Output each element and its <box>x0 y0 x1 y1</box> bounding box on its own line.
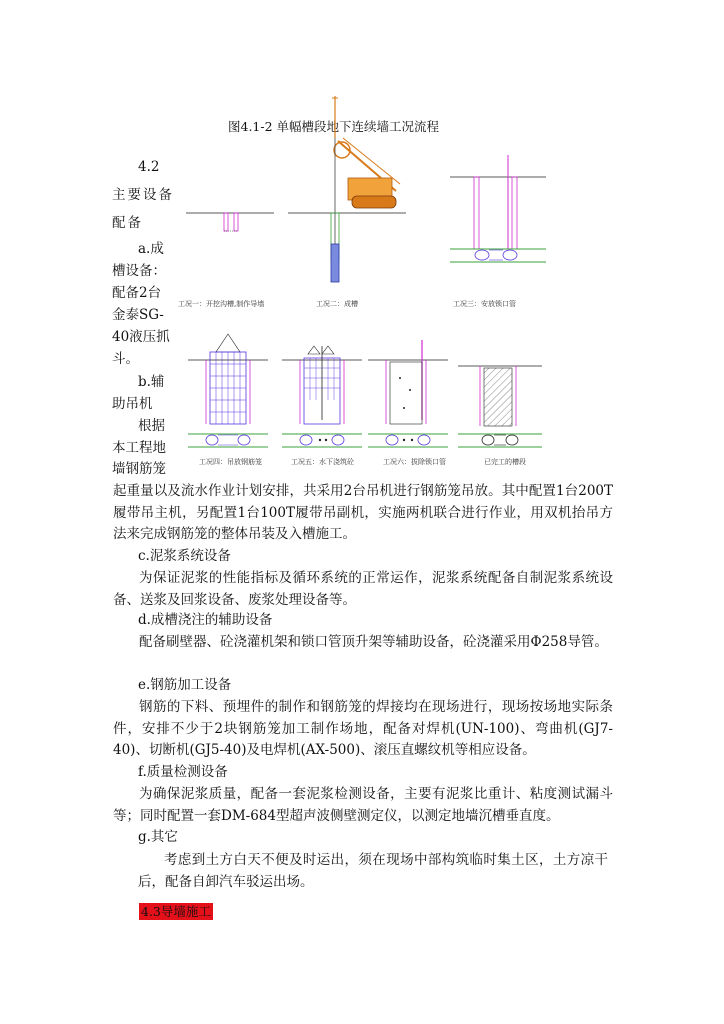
item-e-text: 钢筋的下料、预埋件的制作和钢筋笼的焊接均在现场进行，现场按场地实际条件，安排不少于2块钢筋笼加工制作场地，配备对焊机(UN-100)、弯曲机(GJ7-40)、切断机(GJ5-40)及电焊机(AX-500)、滚压直螺纹机等相应设备。 <box>113 699 613 758</box>
figure-diagram-step2 <box>288 96 408 294</box>
figure-label-step6: 工况六：拔除锁口管 <box>383 458 446 466</box>
figure-diagram-step7 <box>456 330 544 454</box>
figure-diagram-step5 <box>280 330 364 454</box>
item-b-line: 本工程地 <box>112 440 166 456</box>
item-c-heading: c.泥浆系统设备 <box>138 548 231 564</box>
figure-label-step7: 已完工的槽段 <box>484 458 526 466</box>
section-title-line2: 配备 <box>112 215 143 231</box>
figure-label-step2: 工况二：成槽 <box>316 300 358 308</box>
item-d-heading: d.成槽浇注的辅助设备 <box>138 612 273 628</box>
figure-label-step5: 工况五：水下浇筑砼 <box>291 458 354 466</box>
item-a-line: 配备2台 <box>112 285 162 301</box>
item-b-label: b.辅 <box>138 374 165 390</box>
figure-caption: 图4.1-2 单幅槽段地下连续墙工况流程 <box>228 119 440 134</box>
item-a-line: 斗。 <box>112 351 139 367</box>
figure-label-step4: 工况四：吊放钢筋笼 <box>199 458 262 466</box>
item-c-text: 为保证泥浆的性能指标及循环系统的正常运作，泥浆系统配备自制泥浆系统设备、送浆及回浆设备、废浆处理设备等。 <box>113 570 613 608</box>
next-section-heading: 4.3导墙施工 <box>141 904 211 919</box>
item-a-line: 槽设备： <box>112 263 166 279</box>
item-a-line: 金泰SG- <box>112 307 164 323</box>
item-d-text: 配备刷壁器、砼浇灌机架和锁口管顶升架等辅助设备，砼浇灌采用Φ258导管。 <box>139 634 608 650</box>
item-e-heading: e.钢筋加工设备 <box>138 677 232 693</box>
item-b-text: 起重量以及流水作业计划安排，共采用2台吊机进行钢筋笼吊放。其中配置1台200T履带吊主机，另配置1台100T履带吊副机，实施两机联合进行作业，用双机抬吊方法来完成钢筋笼的整体吊装及入槽施工。 <box>113 483 613 542</box>
item-g-text: 考虑到土方白天不便及时运出，须在现场中部构筑临时集土区，土方凉干后，配备自卸汽车驳运出场。 <box>138 852 608 890</box>
figure-diagram-step3 <box>448 150 548 266</box>
item-a-line: 40液压抓 <box>112 329 170 345</box>
figure-label-step1: 工况一：开挖沟槽,制作导墙 <box>178 300 265 308</box>
item-f-heading: f.质量检测设备 <box>138 764 228 780</box>
item-b-line: 助吊机 <box>112 396 153 412</box>
section-title-line1: 主要设备 <box>112 187 174 203</box>
figure-diagram-step4 <box>186 330 270 454</box>
item-g-heading: g.其它 <box>138 829 178 845</box>
item-b-line: 墙钢筋笼 <box>112 461 166 477</box>
item-b-line: 根据 <box>138 418 165 434</box>
item-a-label: a.成 <box>138 241 164 257</box>
figure-diagram-step1 <box>186 205 276 235</box>
item-f-text: 为确保泥浆质量，配备一套泥浆检测设备，主要有泥浆比重计、粘度测试漏斗等；同时配置一套DM-684型超声波侧壁测定仪，以测定地墙沉槽垂直度。 <box>113 786 613 824</box>
figure-diagram-step6 <box>366 330 450 454</box>
section-number: 4.2 <box>138 159 160 175</box>
figure-label-step3: 工况三：安放锁口管 <box>453 300 516 308</box>
